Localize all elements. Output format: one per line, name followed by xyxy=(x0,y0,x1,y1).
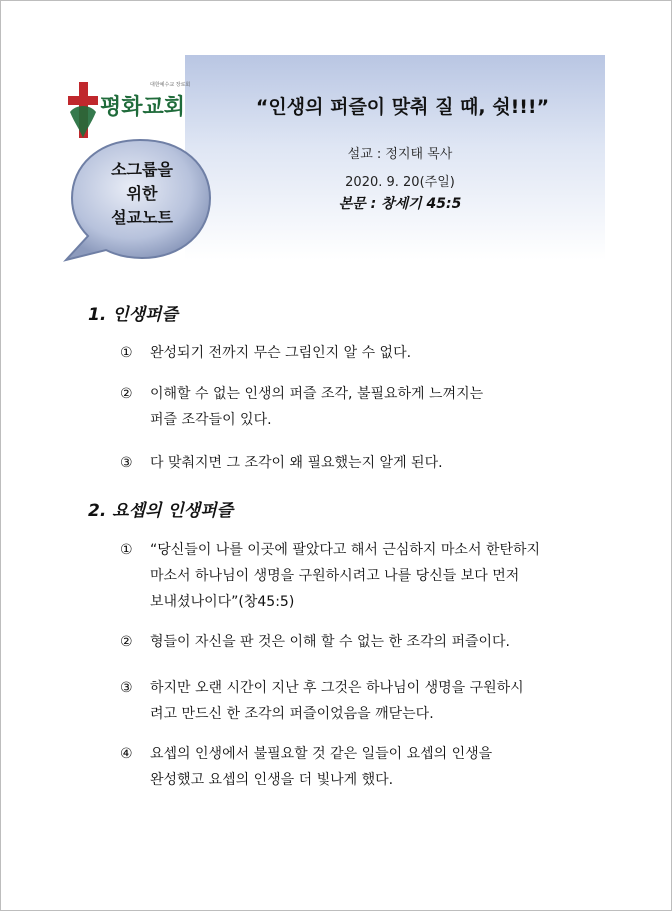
bubble-line-2: 위한 xyxy=(126,184,158,203)
item-line: 요셉의 인생에서 불필요할 것 같은 일들이 요셉의 인생을 xyxy=(150,746,493,762)
list-item xyxy=(120,741,620,793)
item-line: 퍼즐 조각들이 있다. xyxy=(150,412,272,428)
item-line: 려고 만드신 한 조각의 퍼즐이었음을 깨닫는다. xyxy=(150,706,434,722)
item-number: ① xyxy=(120,345,133,361)
list-item xyxy=(120,537,612,615)
item-line: 형들이 자신을 판 것은 이해 할 수 없는 한 조각의 퍼즐이다. xyxy=(150,634,511,650)
item-line: 하지만 오랜 시간이 지난 후 그것은 하나님이 생명을 구원하시 xyxy=(150,680,524,696)
bubble-line-3: 설교노트 xyxy=(111,208,173,227)
bubble-line-1: 소그룹을 xyxy=(111,160,173,179)
item-number: ② xyxy=(120,386,133,402)
logo-subtitle: 대한예수교 장로회 xyxy=(150,82,191,88)
list-item xyxy=(120,340,620,366)
sermon-title: “인생의 퍼즐이 맞춰 질 때, 쉿!!!” xyxy=(255,96,550,118)
item-line: 이해할 수 없는 인생의 퍼즐 조각, 불필요하게 느껴지는 xyxy=(150,386,484,402)
item-line: 보내셨나이다”(창45:5) xyxy=(150,594,295,610)
item-number: ② xyxy=(120,634,133,650)
item-number: ③ xyxy=(120,680,133,696)
item-number: ④ xyxy=(120,746,133,762)
sermon-note-bubble xyxy=(62,136,222,276)
sermon-date: 2020. 9. 20(주일) xyxy=(345,175,455,190)
list-item xyxy=(120,629,620,655)
item-number: ① xyxy=(120,542,133,558)
cross-icon xyxy=(66,82,100,138)
item-line: 마소서 하나님이 생명을 구원하시려고 나를 당신들 보다 먼저 xyxy=(150,568,520,584)
preacher: 설교 : 정지태 목사 xyxy=(347,147,453,162)
list-item xyxy=(120,381,620,433)
logo-name: 평화교회 xyxy=(100,95,186,120)
item-line: “당신들이 나를 이곳에 팔았다고 해서 근심하지 마소서 한탄하지 xyxy=(150,542,541,558)
item-number: ③ xyxy=(120,455,133,471)
section-heading: 2. 요셉의 인생퍼즐 xyxy=(88,501,234,521)
scripture-reference: 본문 : 창세기 45:5 xyxy=(338,196,462,212)
list-item xyxy=(120,450,620,476)
section-heading: 1. 인생퍼즐 xyxy=(88,305,178,325)
item-line: 완성되기 전까지 무슨 그림인지 알 수 없다. xyxy=(150,345,412,361)
item-line: 다 맞춰지면 그 조각이 왜 필요했는지 알게 된다. xyxy=(150,455,443,471)
item-line: 완성했고 요셉의 인생을 더 빛나게 했다. xyxy=(150,772,394,788)
church-logo xyxy=(66,78,196,138)
list-item xyxy=(120,675,620,727)
